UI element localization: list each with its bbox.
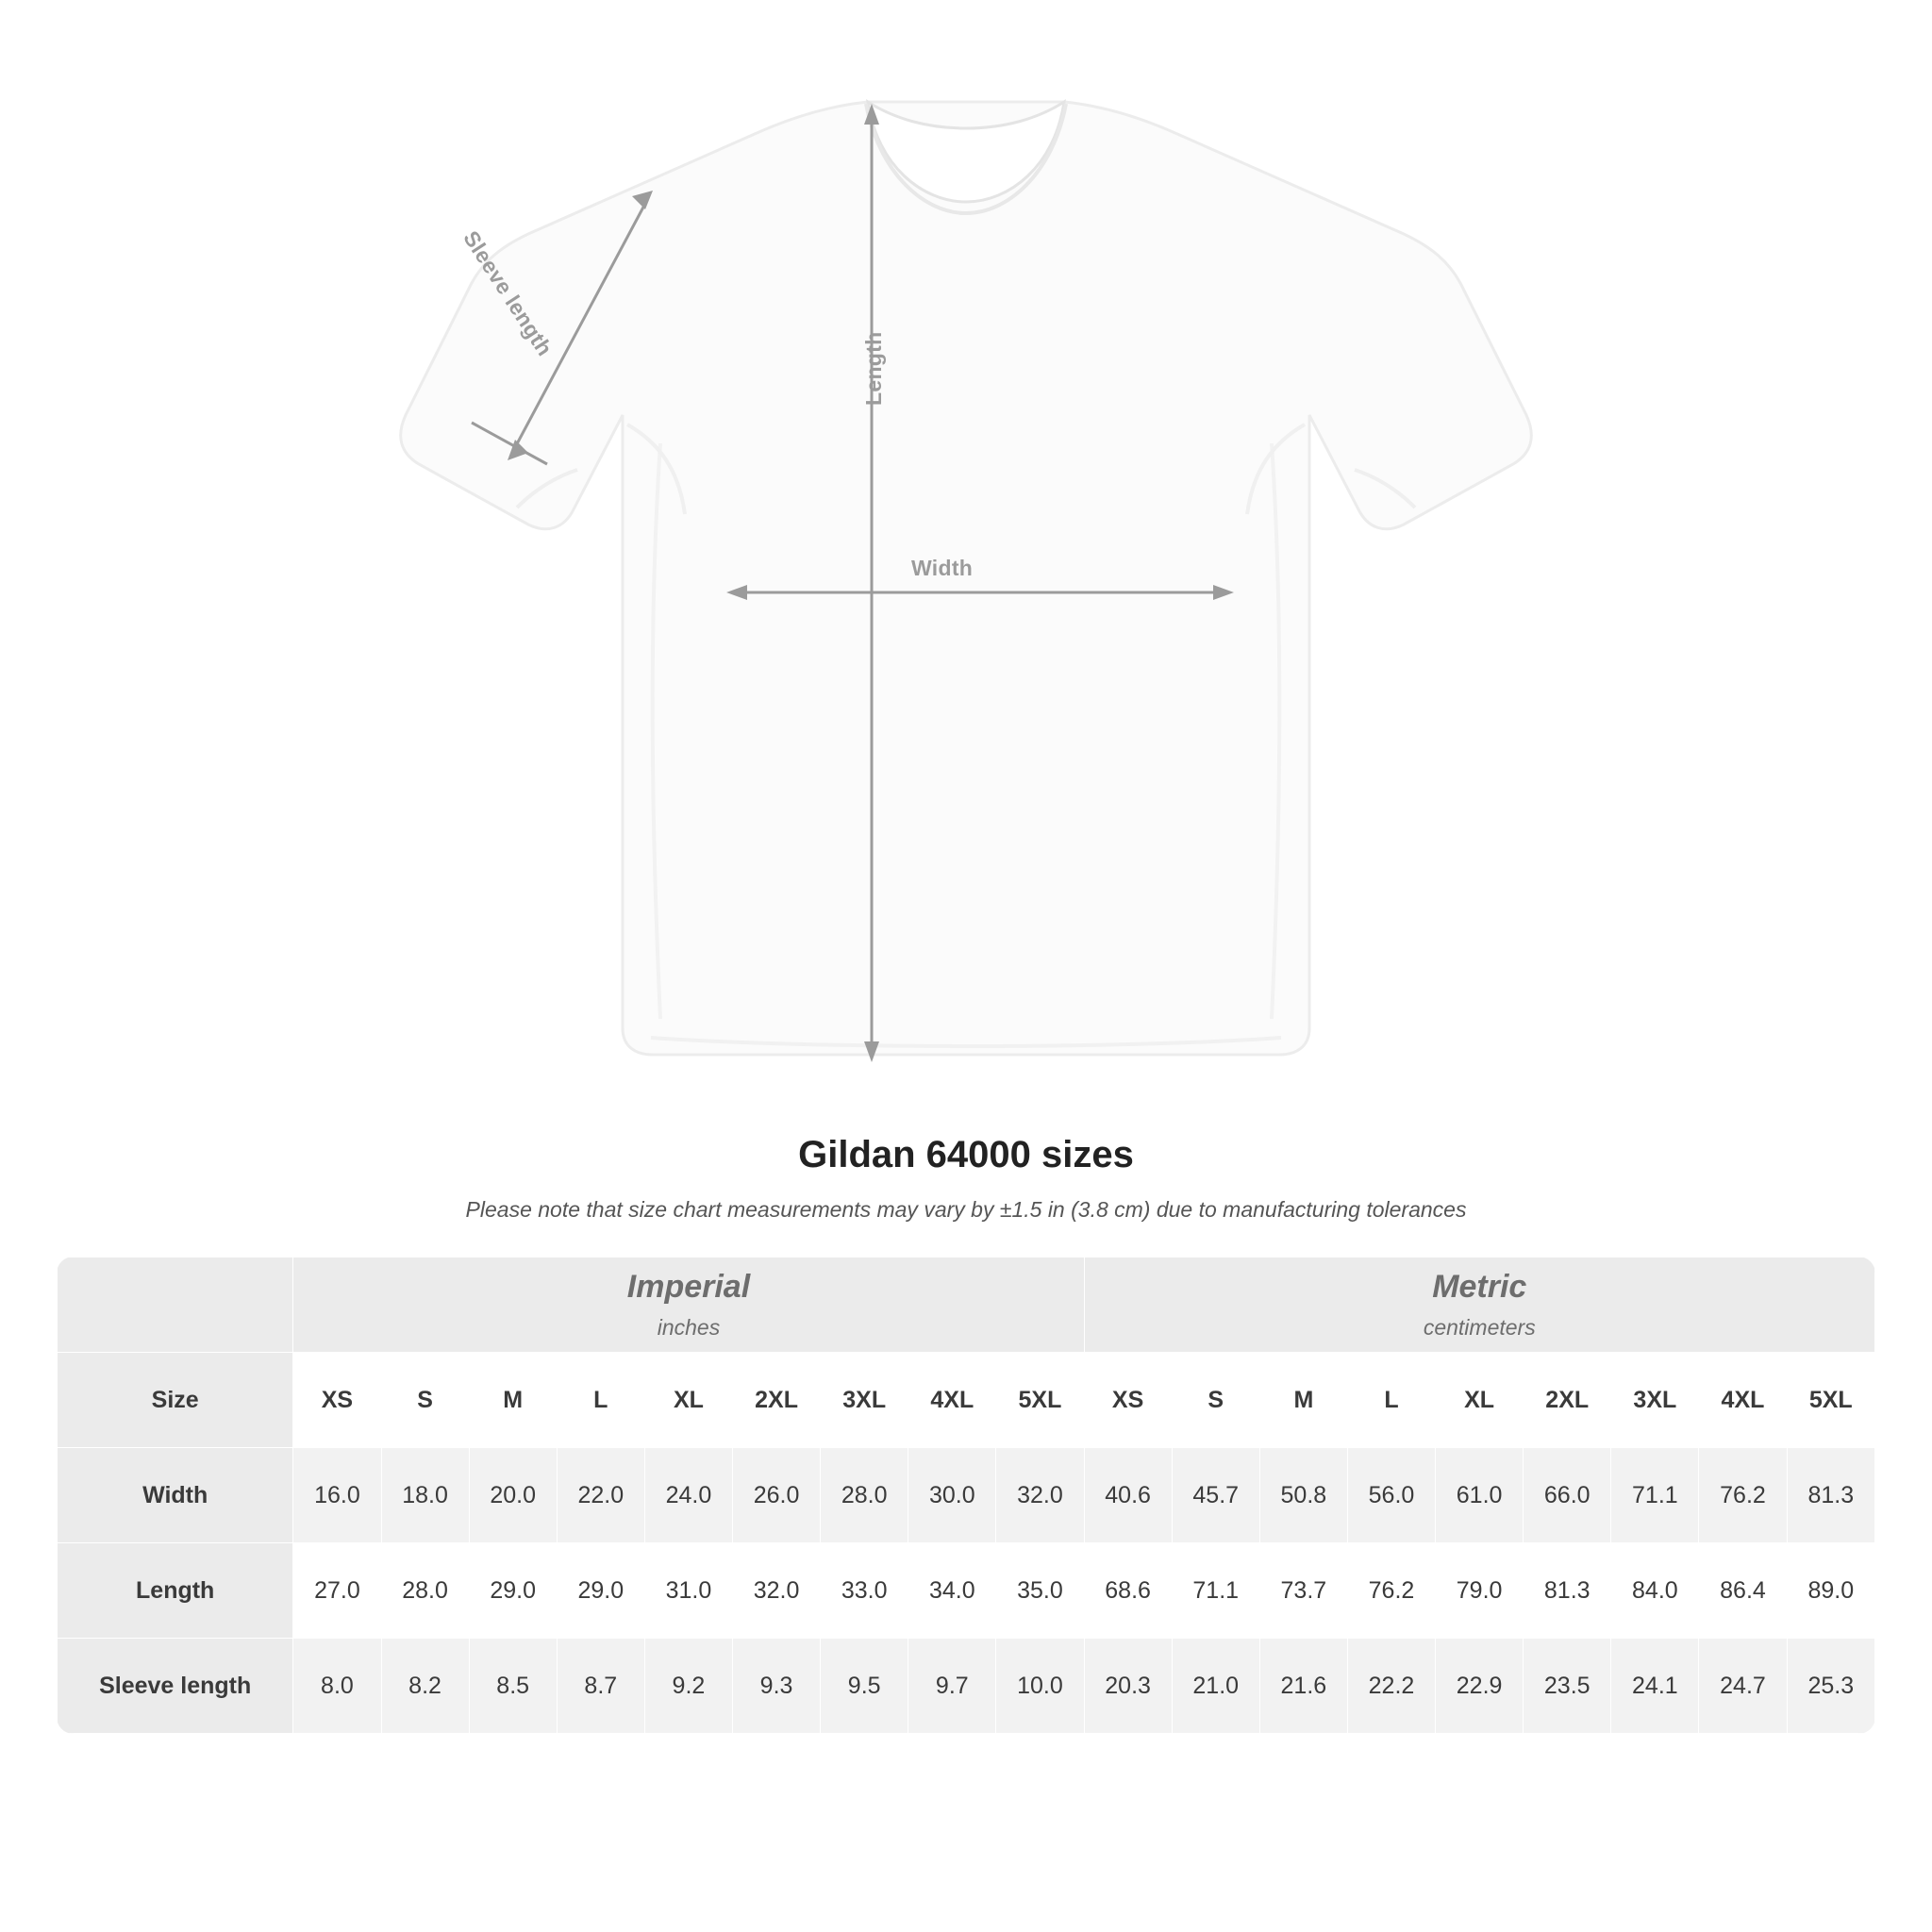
col-header-metric-3xl: 3XL [1611, 1353, 1699, 1448]
col-header-imperial-l: L [557, 1353, 644, 1448]
cell-length-imperial-2xl: 32.0 [733, 1543, 821, 1639]
col-header-metric-4xl: 4XL [1699, 1353, 1787, 1448]
cell-width-imperial-2xl: 26.0 [733, 1448, 821, 1543]
cell-sleeve-metric-xs: 20.3 [1084, 1639, 1172, 1734]
unit-header-row [58, 1257, 1875, 1353]
col-header-metric-5xl: 5XL [1787, 1353, 1874, 1448]
length-dimension-label: Length [861, 331, 886, 406]
col-header-imperial-2xl: 2XL [733, 1353, 821, 1448]
cell-length-imperial-3xl: 33.0 [821, 1543, 908, 1639]
row-header-size: Size [58, 1353, 293, 1448]
col-header-imperial-xs: XS [293, 1353, 381, 1448]
cell-width-imperial-4xl: 30.0 [908, 1448, 996, 1543]
col-header-imperial-m: M [469, 1353, 557, 1448]
col-header-imperial-5xl: 5XL [996, 1353, 1084, 1448]
page-title: Gildan 64000 sizes [798, 1134, 1134, 1175]
cell-sleeve-imperial-xl: 9.2 [644, 1639, 732, 1734]
cell-width-metric-xl: 61.0 [1436, 1448, 1524, 1543]
cell-width-imperial-xl: 24.0 [644, 1448, 732, 1543]
cell-length-imperial-5xl: 35.0 [996, 1543, 1084, 1639]
cell-sleeve-imperial-s: 8.2 [381, 1639, 469, 1734]
cell-sleeve-metric-3xl: 24.1 [1611, 1639, 1699, 1734]
cell-length-metric-s: 71.1 [1172, 1543, 1259, 1639]
cell-length-imperial-4xl: 34.0 [908, 1543, 996, 1639]
width-dimension-label: Width [911, 556, 974, 580]
col-header-metric-xl: XL [1436, 1353, 1524, 1448]
cell-width-metric-3xl: 71.1 [1611, 1448, 1699, 1543]
cell-width-imperial-xs: 16.0 [293, 1448, 381, 1543]
cell-sleeve-imperial-l: 8.7 [557, 1639, 644, 1734]
sleeve-length-dimension-label: Sleeve length [458, 226, 558, 360]
cell-length-imperial-l: 29.0 [557, 1543, 644, 1639]
cell-sleeve-metric-2xl: 23.5 [1524, 1639, 1611, 1734]
cell-length-imperial-xl: 31.0 [644, 1543, 732, 1639]
cell-length-imperial-xs: 27.0 [293, 1543, 381, 1639]
col-header-metric-s: S [1172, 1353, 1259, 1448]
cell-sleeve-imperial-m: 8.5 [469, 1639, 557, 1734]
cell-length-imperial-m: 29.0 [469, 1543, 557, 1639]
cell-sleeve-imperial-xs: 8.0 [293, 1639, 381, 1734]
col-header-imperial-s: S [381, 1353, 469, 1448]
cell-width-metric-m: 50.8 [1259, 1448, 1347, 1543]
cell-width-imperial-3xl: 28.0 [821, 1448, 908, 1543]
cell-sleeve-imperial-4xl: 9.7 [908, 1639, 996, 1734]
cell-length-metric-3xl: 84.0 [1611, 1543, 1699, 1639]
table-corner-cell [58, 1257, 293, 1353]
cell-sleeve-imperial-2xl: 9.3 [733, 1639, 821, 1734]
cell-sleeve-metric-m: 21.6 [1259, 1639, 1347, 1734]
cell-width-imperial-5xl: 32.0 [996, 1448, 1084, 1543]
cell-width-imperial-m: 20.0 [469, 1448, 557, 1543]
cell-length-metric-xs: 68.6 [1084, 1543, 1172, 1639]
col-header-imperial-3xl: 3XL [821, 1353, 908, 1448]
cell-width-metric-l: 56.0 [1347, 1448, 1435, 1543]
cell-width-imperial-l: 22.0 [557, 1448, 644, 1543]
unit-group-imperial [293, 1257, 1084, 1353]
cell-sleeve-metric-5xl: 25.3 [1787, 1639, 1874, 1734]
unit-group-imperial-sub: inches [657, 1315, 721, 1340]
cell-width-metric-5xl: 81.3 [1787, 1448, 1874, 1543]
cell-sleeve-imperial-5xl: 10.0 [996, 1639, 1084, 1734]
cell-sleeve-metric-xl: 22.9 [1436, 1639, 1524, 1734]
title-block [0, 1134, 1932, 1223]
cell-length-metric-4xl: 86.4 [1699, 1543, 1787, 1639]
table-row-sleeve-length [58, 1639, 1875, 1734]
unit-group-metric-name: Metric [1432, 1269, 1527, 1305]
cell-width-metric-xs: 40.6 [1084, 1448, 1172, 1543]
col-header-metric-2xl: 2XL [1524, 1353, 1611, 1448]
cell-width-metric-4xl: 76.2 [1699, 1448, 1787, 1543]
cell-length-imperial-s: 28.0 [381, 1543, 469, 1639]
table-row-length [58, 1543, 1875, 1639]
cell-sleeve-imperial-3xl: 9.5 [821, 1639, 908, 1734]
col-header-metric-xs: XS [1084, 1353, 1172, 1448]
cell-width-metric-2xl: 66.0 [1524, 1448, 1611, 1543]
size-table-body [58, 1257, 1875, 1734]
cell-length-metric-l: 76.2 [1347, 1543, 1435, 1639]
cell-length-metric-5xl: 89.0 [1787, 1543, 1874, 1639]
cell-sleeve-metric-l: 22.2 [1347, 1639, 1435, 1734]
size-table [57, 1257, 1875, 1734]
cell-sleeve-metric-4xl: 24.7 [1699, 1639, 1787, 1734]
cell-width-metric-s: 45.7 [1172, 1448, 1259, 1543]
cell-width-imperial-s: 18.0 [381, 1448, 469, 1543]
row-header-width: Width [58, 1448, 293, 1543]
cell-length-metric-2xl: 81.3 [1524, 1543, 1611, 1639]
size-table-wrapper [57, 1257, 1875, 1734]
unit-group-imperial-name: Imperial [626, 1269, 751, 1305]
col-header-metric-m: M [1259, 1353, 1347, 1448]
cell-length-metric-xl: 79.0 [1436, 1543, 1524, 1639]
unit-group-metric [1084, 1257, 1874, 1353]
unit-group-metric-sub: centimeters [1423, 1315, 1536, 1340]
cell-sleeve-metric-s: 21.0 [1172, 1639, 1259, 1734]
col-header-metric-l: L [1347, 1353, 1435, 1448]
row-header-sleeve-length: Sleeve length [58, 1639, 293, 1734]
col-header-imperial-xl: XL [644, 1353, 732, 1448]
row-header-length: Length [58, 1543, 293, 1639]
size-header-row [58, 1353, 1875, 1448]
col-header-imperial-4xl: 4XL [908, 1353, 996, 1448]
table-row-width [58, 1448, 1875, 1543]
cell-length-metric-m: 73.7 [1259, 1543, 1347, 1639]
tolerance-note: Please note that size chart measurements may vary by ±1.5 in (3.8 cm) due to manufacturing tolerances [465, 1197, 1467, 1222]
